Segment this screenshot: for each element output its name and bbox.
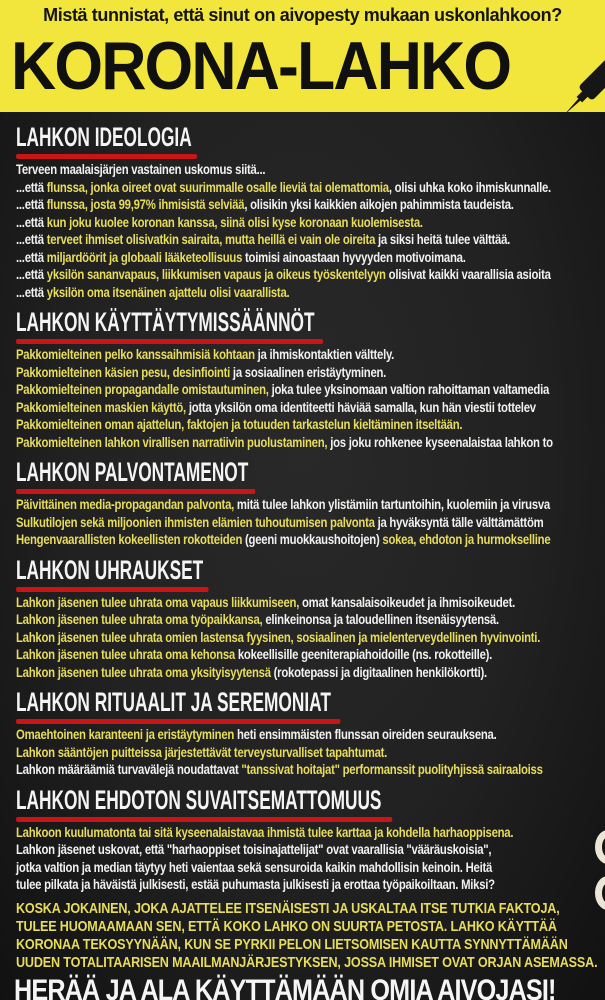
text-segment: Lahkon määräämiä turvavälejä noudattavat [16,762,242,777]
text-segment: olisivat kaikki vaarallisia asioita [385,267,551,282]
text-segment: (geeni muokkaushoitojen) [242,532,383,547]
text-segment: tulee pilkata ja häväistä julkisesti, estää puhumasta julkisesti ja erottaa työpaikoiltaan. Miksi? [16,877,495,892]
body-line [16,346,511,364]
body-line [16,876,511,894]
body-line [16,594,516,612]
text-segment: miljardöörit ja globaali lääketeollisuus [46,249,243,265]
text-segment: heti ensimmäisten flunssan oireiden seurauksena. [234,727,497,742]
body-line [16,859,511,877]
body-line [16,824,514,842]
text-segment: ...että [16,284,47,300]
body-line [16,841,511,859]
text-segment: ...että [16,197,47,212]
text-segment: joka tulee yksinomaan valtion rahoittaman valtamedia [268,382,550,397]
warning-paragraph [16,900,605,972]
text-segment: , olisikin yksi kaikkien aikojen pahimmista taudeista. [244,197,514,212]
text-segment: Lahkon jäsenen tulee uhrata oma yksityisyytensä [16,664,271,680]
body-line [16,496,550,514]
text-segment: (rokotepassi ja digitaalinen henkilökortti). [270,664,487,680]
warning-line: KOSKA JOKAINEN, JOKA AJATTELEE ITSENÄISESTI JA USKALTAA ITSE TUTKIA FAKTOJA, [16,899,560,917]
body-line [16,416,511,434]
body-line [16,664,511,682]
text-segment: Pakkomielteinen pelko kanssaihmisiä kohtaan [16,347,255,362]
text-segment: ...että [16,267,47,282]
body-line [16,214,511,232]
text-segment: terveet ihmiset olisivatkin sairaita, mutta heillä ei vain ole oireita [46,232,376,247]
text-segment: sokea, ehdoton ja hurmokselline [382,532,551,547]
text-segment: ...että [16,214,47,230]
section-heading: LAHKON UHRAUKSET [16,557,203,592]
text-segment: ...että [16,249,47,265]
text-segment: flunssa, josta 99,97% ihmisistä selviää [46,197,245,212]
body-line [16,514,544,532]
text-segment: kokeellisille geeniterapiahoidoille (ns. rokotteille). [234,647,493,662]
body-line [16,646,511,664]
text-segment: Lahkon jäsenen tulee uhrata omien lastensa fyysinen, sosiaalinen ja mielenterveydellinen hyvinvointi. [16,629,541,645]
text-segment: Päivittäinen media-propagandan palvonta, [16,497,235,512]
text-segment: jotta yksilön oma identiteetti häviää samalla, kun hän viestii tottelev [185,399,536,415]
text-segment: Terveen maalaisjärjen vastainen uskomus siitä... [16,162,266,177]
banner-subtitle: Mistä tunnistat, että sinut on aivopesty mukaan uskonlahkoon? [43,5,562,25]
body-line [16,531,551,549]
poster-title: KORONA-LAHKO [11,28,511,104]
body-line [16,381,550,399]
section [16,784,605,894]
body-line [16,161,511,179]
body-line [16,434,553,452]
body-line [16,726,511,744]
body-line [16,744,511,762]
warning-line: KORONAA TEKOSYYNÄÄN, KUN SE PYRKII PELON LIETSOMISEN KAUTTA SYNNYTTÄMÄÄN [16,935,568,953]
section [16,124,605,301]
text-segment: omat kansalaisoikeudet ja ihmisoikeudet. [299,594,516,610]
section-heading: LAHKON IDEOLOGIA [16,124,192,159]
text-segment: Lahkon jäsenen tulee uhrata oma työpaikkansa, [16,612,263,627]
body-line [16,196,514,214]
banner [0,0,605,112]
text-segment: yksilön oma itsenäinen ajattelu olisi vaarallista. [46,284,290,300]
sections [0,124,605,894]
warning-line: UUDEN TOTALITAARISEN MAAILMANJÄRJESTYKSEN, JOSSA IHMISET OVAT ORJAN ASEMASSA. [16,953,598,971]
text-segment: ...että [16,179,47,195]
section-heading: LAHKON PALVONTAMENOT [16,459,248,494]
text-segment: Pakkomielteinen maskien käyttö, [16,399,186,415]
section [16,554,605,682]
text-segment: , olisi uhka koko ihmiskunnalle. [388,179,551,195]
text-segment: ja hyväksyntä tälle välttämättöm [374,514,544,530]
text-segment: Lahkon jäsenen tulee uhrata oma kehonsa [16,647,235,662]
text-segment: Lahkon jäsenet uskovat, että "harhaoppiset toisinajattelijat" ovat vaarallisia "vääräuskoisia", [16,842,492,857]
text-segment: toimisi ainoastaan hyvyyden motivoimana. [242,249,466,265]
body-line [16,266,551,284]
text-segment: flunssa, jonka oireet ovat suurimmalle osalle lieviä tai olemattomia [46,179,389,195]
text-segment: ja siksi heitä tulee välttää. [375,232,511,247]
body-line [16,364,511,382]
body-line [16,249,511,267]
body-line [16,231,511,249]
text-segment: Omaehtoinen karanteeni ja eristäytyminen [16,727,235,742]
section-heading: LAHKON KÄYTTÄYTYMISSÄÄNNÖT [16,309,315,344]
footer-text: HERÄÄ JA ALA KÄYTTÄMÄÄN OMIA AIVOJASI! [14,973,556,1000]
text-segment: Pakkomielteinen propagandalle omistautuminen, [16,382,269,397]
text-segment: Lahkon jäsenen tulee uhrata oma vapaus liikkumiseen, [16,594,300,610]
text-segment: ...että [16,232,47,247]
text-segment: Sulkutilojen sekä miljoonien ihmisten elämien tuhoutumisen palvonta [16,514,375,530]
text-segment: Pakkomielteinen lahkon virallisen narratiivin puolustaminen, [16,434,328,450]
text-segment: yksilön sananvapaus, liikkumisen vapaus ja oikeus työskentelyyn [46,267,386,282]
text-segment: elinkeinonsa ja taloudellinen itsenäisyytensä. [262,612,499,627]
text-segment: kun joku kuolee koronan kanssa, siinä olisi kyse koronaan kuolemisesta. [46,214,423,230]
text-segment: Pakkomielteinen käsien pesu, desinfiointi [16,364,231,380]
text-segment: jotka valtion ja median täytyy heti vaientaa sekä sensuroida kaikin mahdollisin keinoin. Heitä [16,859,493,875]
section [16,459,605,549]
text-segment: ja ihmiskontaktien välttely. [254,347,395,362]
body-line [16,284,511,302]
section [16,309,605,451]
body-line [16,399,536,417]
section [16,689,605,779]
text-segment: mitä tulee lahkon ylistämiin tartuntoihin, kuolemiin ja virusva [234,497,550,512]
body-line [16,179,551,197]
body-line [16,611,511,629]
text-segment: Lahkoon kuulumatonta tai sitä kyseenalaistavaa ihmistä tulee karttaa ja kohdella harhaoppisena. [16,824,514,840]
text-segment: "tanssivat hoitajat" performanssit puolityhjissä sairaaloiss [241,762,543,777]
section-heading: LAHKON EHDOTON SUVAITSEMATTOMUUS [16,787,381,822]
body-line [16,629,541,647]
text-segment: ja sosiaalinen eristäytyminen. [230,364,387,380]
text-segment: Hengenvaarallisten kokeellisten rokotteiden [16,532,243,547]
text-segment: Pakkomielteinen oman ajattelun, faktojen ja totuuden tarkastelun kieltäminen itseltään. [16,417,463,432]
warning-line: TULEE HUOMAAMAAN SEN, ETTÄ KOKO LAHKO ON SUURTA PETOSTA. LAHKO KÄYTTÄÄ [16,917,557,935]
section-heading: LAHKON RITUAALIT JA SEREMONIAT [16,689,331,724]
body-line [16,761,543,779]
text-segment: Lahkon sääntöjen puitteissa järjestettävät terveysturvalliset tapahtumat. [16,744,388,760]
text-segment: jos joku rohkenee kyseenalaistaa lahkon to [327,434,553,450]
